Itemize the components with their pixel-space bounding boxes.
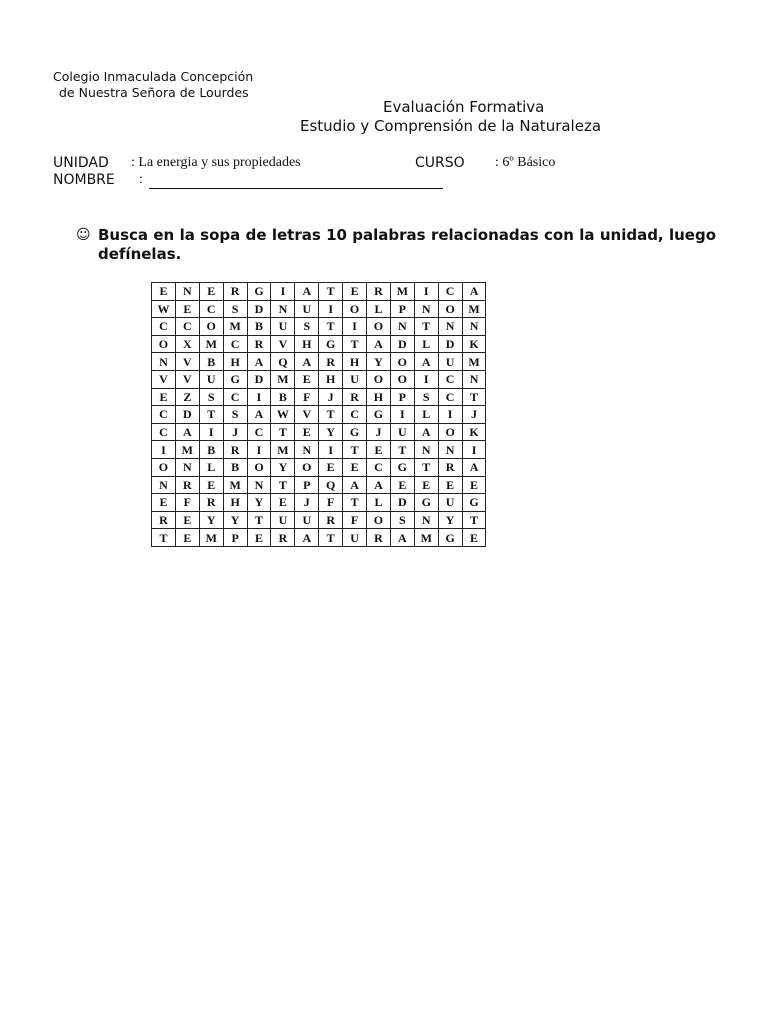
grid-cell[interactable]: R — [175, 476, 199, 494]
grid-cell[interactable]: D — [390, 335, 414, 353]
grid-cell[interactable]: I — [438, 406, 462, 424]
grid-row — [152, 353, 486, 371]
grid-cell[interactable]: O — [438, 423, 462, 441]
grid-cell[interactable]: J — [367, 423, 391, 441]
grid-cell[interactable]: D — [390, 494, 414, 512]
grid-cell[interactable]: I — [414, 370, 438, 388]
grid-cell[interactable]: T — [414, 318, 438, 336]
grid-cell[interactable]: E — [247, 529, 271, 547]
grid-cell[interactable]: L — [414, 335, 438, 353]
grid-cell[interactable]: C — [175, 318, 199, 336]
grid-cell[interactable]: N — [152, 353, 176, 371]
grid-cell[interactable]: E — [271, 494, 295, 512]
grid-row — [152, 335, 486, 353]
grid-cell[interactable]: N — [175, 458, 199, 476]
grid-cell[interactable]: F — [319, 494, 343, 512]
grid-cell[interactable]: T — [462, 511, 486, 529]
grid-cell[interactable]: M — [271, 370, 295, 388]
grid-cell[interactable]: A — [247, 406, 271, 424]
grid-row — [152, 476, 486, 494]
grid-cell[interactable]: U — [438, 353, 462, 371]
grid-cell[interactable]: N — [438, 441, 462, 459]
grid-cell[interactable]: R — [367, 283, 391, 301]
grid-row — [152, 441, 486, 459]
grid-cell[interactable]: T — [319, 529, 343, 547]
grid-cell[interactable]: H — [367, 388, 391, 406]
grid-cell[interactable]: C — [152, 423, 176, 441]
grid-cell[interactable]: I — [343, 318, 367, 336]
grid-cell[interactable]: B — [199, 441, 223, 459]
grid-cell[interactable]: K — [462, 423, 486, 441]
grid-cell[interactable]: A — [367, 335, 391, 353]
grid-cell[interactable]: Q — [271, 353, 295, 371]
grid-cell[interactable]: G — [438, 529, 462, 547]
grid-cell[interactable]: D — [247, 300, 271, 318]
grid-cell[interactable]: I — [247, 388, 271, 406]
grid-cell[interactable]: T — [343, 494, 367, 512]
grid-cell[interactable]: N — [295, 441, 319, 459]
grid-cell[interactable]: C — [199, 300, 223, 318]
grid-cell[interactable]: T — [247, 511, 271, 529]
grid-cell[interactable]: T — [343, 335, 367, 353]
grid-cell[interactable]: O — [152, 458, 176, 476]
grid-cell[interactable]: A — [175, 423, 199, 441]
grid-cell[interactable]: U — [343, 529, 367, 547]
grid-cell[interactable]: H — [319, 370, 343, 388]
wordsearch-grid — [151, 282, 486, 547]
grid-row — [152, 300, 486, 318]
grid-cell[interactable]: Q — [319, 476, 343, 494]
grid-cell[interactable]: O — [199, 318, 223, 336]
grid-cell[interactable]: T — [390, 441, 414, 459]
grid-cell[interactable]: N — [271, 300, 295, 318]
grid-cell[interactable]: E — [438, 476, 462, 494]
grid-row — [152, 494, 486, 512]
grid-cell[interactable]: Y — [247, 494, 271, 512]
grid-cell[interactable]: N — [414, 300, 438, 318]
grid-cell[interactable]: O — [343, 300, 367, 318]
curso-label: CURSO — [415, 155, 465, 171]
grid-cell[interactable]: N — [462, 318, 486, 336]
grid-cell[interactable]: L — [367, 494, 391, 512]
grid-cell[interactable]: A — [390, 529, 414, 547]
grid-cell[interactable]: S — [223, 406, 247, 424]
grid-cell[interactable]: U — [271, 511, 295, 529]
grid-cell[interactable]: Y — [367, 353, 391, 371]
grid-cell[interactable]: T — [319, 318, 343, 336]
grid-cell[interactable]: U — [295, 300, 319, 318]
grid-cell[interactable]: H — [223, 353, 247, 371]
grid-cell[interactable]: B — [247, 318, 271, 336]
grid-cell[interactable]: R — [223, 283, 247, 301]
grid-cell[interactable]: R — [343, 388, 367, 406]
grid-cell[interactable]: T — [199, 406, 223, 424]
school-name-line2: de Nuestra Señora de Lourdes — [59, 85, 249, 100]
grid-cell[interactable]: A — [247, 353, 271, 371]
grid-cell[interactable]: R — [199, 494, 223, 512]
grid-cell[interactable]: V — [152, 370, 176, 388]
grid-cell[interactable]: J — [462, 406, 486, 424]
grid-row — [152, 511, 486, 529]
grid-cell[interactable]: V — [175, 353, 199, 371]
grid-cell[interactable]: I — [414, 283, 438, 301]
grid-cell[interactable]: K — [462, 335, 486, 353]
grid-cell[interactable]: C — [343, 406, 367, 424]
instruction-text: Busca en la sopa de letras 10 palabras relacionadas con la unidad, luego defínelas. — [98, 226, 716, 263]
grid-cell[interactable]: A — [367, 476, 391, 494]
grid-cell[interactable]: C — [247, 423, 271, 441]
grid-cell[interactable]: O — [390, 353, 414, 371]
grid-cell[interactable]: R — [367, 529, 391, 547]
grid-cell[interactable]: C — [152, 318, 176, 336]
grid-cell[interactable]: V — [295, 406, 319, 424]
grid-cell[interactable]: E — [175, 529, 199, 547]
grid-cell[interactable]: S — [199, 388, 223, 406]
grid-cell[interactable]: O — [247, 458, 271, 476]
grid-cell[interactable]: C — [438, 388, 462, 406]
grid-cell[interactable]: N — [390, 318, 414, 336]
grid-cell[interactable]: M — [223, 476, 247, 494]
grid-cell[interactable]: N — [462, 370, 486, 388]
grid-cell[interactable]: M — [199, 529, 223, 547]
nombre-label: NOMBRE — [53, 172, 115, 188]
nombre-colon: : — [139, 172, 143, 187]
grid-cell[interactable]: J — [223, 423, 247, 441]
grid-cell[interactable]: D — [247, 370, 271, 388]
school-name — [53, 69, 253, 101]
grid-cell[interactable]: E — [199, 283, 223, 301]
grid-cell[interactable]: I — [247, 441, 271, 459]
grid-cell[interactable]: V — [271, 335, 295, 353]
grid-cell[interactable]: U — [438, 494, 462, 512]
grid-cell[interactable]: E — [295, 370, 319, 388]
grid-cell[interactable]: P — [295, 476, 319, 494]
grid-cell[interactable]: L — [367, 300, 391, 318]
grid-cell[interactable]: C — [438, 283, 462, 301]
grid-cell[interactable]: T — [271, 423, 295, 441]
grid-cell[interactable]: N — [175, 283, 199, 301]
grid-cell[interactable]: M — [223, 318, 247, 336]
grid-cell[interactable]: N — [247, 476, 271, 494]
grid-cell[interactable]: H — [343, 353, 367, 371]
grid-cell[interactable]: T — [271, 476, 295, 494]
grid-cell[interactable]: H — [223, 494, 247, 512]
page-title: Evaluación Formativa — [383, 98, 545, 116]
grid-cell[interactable]: C — [367, 458, 391, 476]
grid-cell[interactable]: Y — [199, 511, 223, 529]
grid-cell[interactable]: S — [390, 511, 414, 529]
grid-cell[interactable]: G — [414, 494, 438, 512]
grid-cell[interactable]: U — [271, 318, 295, 336]
school-name-line1: Colegio Inmaculada Concepción — [53, 69, 254, 84]
grid-row — [152, 388, 486, 406]
grid-cell[interactable]: R — [152, 511, 176, 529]
grid-cell[interactable]: T — [343, 441, 367, 459]
grid-cell[interactable]: O — [390, 370, 414, 388]
grid-row — [152, 458, 486, 476]
grid-cell[interactable]: R — [319, 353, 343, 371]
grid-cell[interactable]: R — [247, 335, 271, 353]
grid-cell[interactable]: E — [343, 283, 367, 301]
grid-cell[interactable]: A — [295, 529, 319, 547]
grid-cell[interactable]: S — [295, 318, 319, 336]
grid-cell[interactable]: E — [390, 476, 414, 494]
grid-cell[interactable]: Y — [319, 423, 343, 441]
grid-cell[interactable]: P — [223, 529, 247, 547]
grid-cell[interactable]: M — [199, 335, 223, 353]
grid-cell[interactable]: M — [390, 283, 414, 301]
grid-cell[interactable]: H — [295, 335, 319, 353]
grid-cell[interactable]: G — [462, 494, 486, 512]
grid-cell[interactable]: V — [175, 370, 199, 388]
grid-cell[interactable]: M — [271, 441, 295, 459]
page-subtitle: Estudio y Comprensión de la Naturaleza — [300, 117, 602, 135]
grid-row — [152, 423, 486, 441]
grid-row — [152, 529, 486, 547]
grid-cell[interactable]: U — [199, 370, 223, 388]
grid-cell[interactable]: A — [414, 423, 438, 441]
grid-cell[interactable]: W — [152, 300, 176, 318]
grid-cell[interactable]: Y — [271, 458, 295, 476]
grid-cell[interactable]: O — [367, 511, 391, 529]
grid-cell[interactable]: F — [295, 388, 319, 406]
grid-cell[interactable]: M — [462, 300, 486, 318]
grid-cell[interactable]: C — [152, 406, 176, 424]
grid-cell[interactable]: C — [438, 370, 462, 388]
grid-cell[interactable]: R — [319, 511, 343, 529]
grid-cell[interactable]: G — [390, 458, 414, 476]
grid-cell[interactable]: O — [152, 335, 176, 353]
grid-cell[interactable]: S — [223, 300, 247, 318]
grid-cell[interactable]: R — [223, 441, 247, 459]
grid-cell[interactable]: U — [343, 370, 367, 388]
grid-cell[interactable]: I — [319, 300, 343, 318]
grid-cell[interactable]: A — [295, 283, 319, 301]
grid-cell[interactable]: M — [462, 353, 486, 371]
grid-cell[interactable]: T — [414, 458, 438, 476]
grid-cell[interactable]: A — [414, 353, 438, 371]
grid-cell[interactable]: G — [247, 283, 271, 301]
curso-value: : 6º Básico — [495, 155, 556, 170]
grid-cell[interactable]: T — [462, 388, 486, 406]
grid-cell[interactable]: U — [390, 423, 414, 441]
grid-cell[interactable]: E — [175, 300, 199, 318]
grid-cell[interactable]: D — [175, 406, 199, 424]
grid-cell[interactable]: J — [319, 388, 343, 406]
grid-cell[interactable]: D — [438, 335, 462, 353]
grid-cell[interactable]: E — [175, 511, 199, 529]
grid-cell[interactable]: P — [390, 388, 414, 406]
grid-cell[interactable]: G — [343, 423, 367, 441]
grid-cell[interactable]: E — [152, 494, 176, 512]
grid-cell[interactable]: E — [152, 283, 176, 301]
grid-cell[interactable]: T — [152, 529, 176, 547]
grid-cell[interactable]: A — [462, 458, 486, 476]
grid-cell[interactable]: F — [343, 511, 367, 529]
grid-cell[interactable]: E — [367, 441, 391, 459]
grid-cell[interactable]: U — [295, 511, 319, 529]
grid-cell[interactable]: L — [199, 458, 223, 476]
grid-cell[interactable]: A — [295, 353, 319, 371]
grid-cell[interactable]: B — [271, 388, 295, 406]
grid-cell[interactable]: G — [223, 370, 247, 388]
grid-cell[interactable]: Y — [438, 511, 462, 529]
grid-cell[interactable]: E — [343, 458, 367, 476]
grid-cell[interactable]: I — [319, 441, 343, 459]
grid-cell[interactable]: E — [414, 476, 438, 494]
grid-cell[interactable]: C — [223, 335, 247, 353]
grid-cell[interactable]: P — [390, 300, 414, 318]
grid-cell[interactable]: O — [438, 300, 462, 318]
grid-row — [152, 283, 486, 301]
grid-row — [152, 406, 486, 424]
grid-cell[interactable]: B — [199, 353, 223, 371]
grid-cell[interactable]: Y — [223, 511, 247, 529]
grid-row — [152, 370, 486, 388]
unidad-value: : La energia y sus propiedades — [131, 155, 301, 170]
grid-cell[interactable]: E — [152, 388, 176, 406]
grid-cell[interactable]: T — [319, 283, 343, 301]
unidad-label: UNIDAD — [53, 155, 109, 171]
grid-cell[interactable]: O — [295, 458, 319, 476]
grid-cell[interactable]: A — [462, 283, 486, 301]
grid-cell[interactable]: M — [175, 441, 199, 459]
grid-cell[interactable]: B — [223, 458, 247, 476]
grid-cell[interactable]: N — [152, 476, 176, 494]
grid-cell[interactable]: W — [271, 406, 295, 424]
grid-cell[interactable]: X — [175, 335, 199, 353]
grid-cell[interactable]: N — [414, 511, 438, 529]
grid-cell[interactable]: F — [175, 494, 199, 512]
grid-cell[interactable]: R — [271, 529, 295, 547]
grid-cell[interactable]: N — [438, 318, 462, 336]
grid-cell[interactable]: G — [367, 406, 391, 424]
grid-cell[interactable]: E — [199, 476, 223, 494]
grid-cell[interactable]: I — [199, 423, 223, 441]
grid-cell[interactable]: N — [414, 441, 438, 459]
grid-cell[interactable]: E — [462, 476, 486, 494]
grid-cell[interactable]: E — [295, 423, 319, 441]
grid-cell[interactable]: G — [319, 335, 343, 353]
grid-cell[interactable]: I — [152, 441, 176, 459]
grid-cell[interactable]: L — [414, 406, 438, 424]
grid-cell[interactable]: Z — [175, 388, 199, 406]
grid-cell[interactable]: M — [414, 529, 438, 547]
grid-cell[interactable]: E — [462, 529, 486, 547]
grid-cell[interactable]: E — [319, 458, 343, 476]
grid-cell[interactable]: S — [414, 388, 438, 406]
grid-cell[interactable]: I — [462, 441, 486, 459]
grid-row — [152, 318, 486, 336]
grid-cell[interactable]: A — [343, 476, 367, 494]
grid-cell[interactable]: T — [319, 406, 343, 424]
grid-cell[interactable]: J — [295, 494, 319, 512]
grid-cell[interactable]: O — [367, 318, 391, 336]
grid-cell[interactable]: O — [367, 370, 391, 388]
grid-cell[interactable]: R — [438, 458, 462, 476]
grid-cell[interactable]: C — [223, 388, 247, 406]
grid-cell[interactable]: I — [390, 406, 414, 424]
smiley-icon: ☺ — [76, 227, 91, 243]
grid-cell[interactable]: I — [271, 283, 295, 301]
nombre-blank-line[interactable] — [149, 188, 443, 189]
